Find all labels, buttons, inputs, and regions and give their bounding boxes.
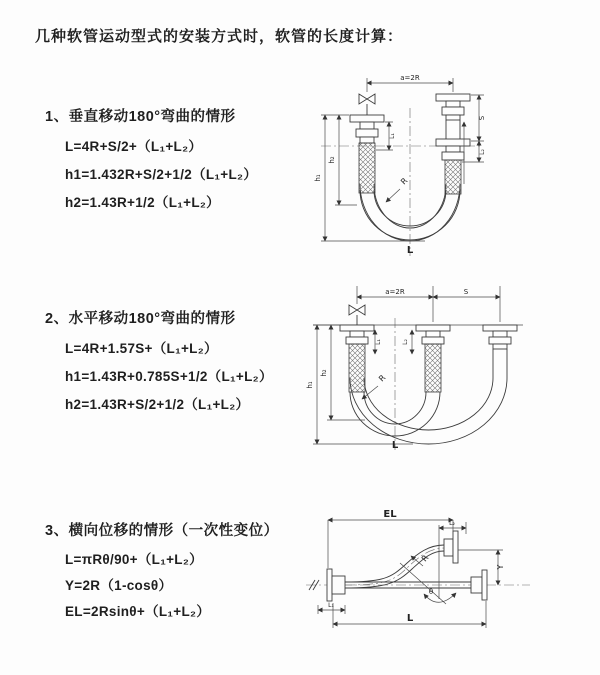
section-3-heading: 3、横向位移的情形（一次性变位） <box>45 523 279 539</box>
d2-dimensions <box>313 286 500 444</box>
d2-dim-l2-label: L₂ <box>402 339 409 345</box>
d3-dim-el-label: EL <box>383 509 397 520</box>
d2-dim-h2-label: h₂ <box>320 369 328 377</box>
formula-line: h1=1.43R+0.785S+1/2（L₁+L₂） <box>65 369 273 384</box>
d2-labels <box>306 288 469 451</box>
section-2-formulas <box>65 335 273 419</box>
formula-line: L=4R+S/2+（L₁+L₂） <box>65 139 203 154</box>
formula-line: h2=1.43R+S/2+1/2（L₁+L₂） <box>65 397 250 412</box>
d3-labels <box>328 509 505 624</box>
d1-dim-h2-label: h₂ <box>328 156 336 164</box>
d2-right-fitting-moved <box>483 325 517 378</box>
section-1-formulas <box>65 133 257 217</box>
formula-line: L=πRθ/90+（L₁+L₂） <box>65 552 203 567</box>
d3-dim-l1-label: L₁ <box>328 602 334 609</box>
d3-left-flange <box>327 569 345 601</box>
section-1 <box>45 105 257 217</box>
formula-line: h2=1.43R+1/2（L₁+L₂） <box>65 195 220 210</box>
d3-radius-label: R <box>419 553 431 564</box>
section-3-formulas <box>65 547 279 625</box>
section-3 <box>45 519 279 625</box>
d1-dim-a2r-label: a=2R <box>400 74 420 82</box>
d2-valve-icon <box>349 305 365 325</box>
d1-dim-l2-label: L₂ <box>479 149 486 155</box>
d1-right-fitting-original <box>436 139 470 194</box>
formula-line: h1=1.432R+S/2+1/2（L₁+L₂） <box>65 167 258 182</box>
d2-dim-s-label: S <box>463 288 469 296</box>
section-2 <box>45 307 273 419</box>
d2-radius-label: R <box>377 373 388 384</box>
d1-length-label: L <box>406 245 414 256</box>
d3-upper-right-flange <box>444 531 458 563</box>
d1-dim-s-label: S <box>478 115 486 121</box>
d3-dimensions <box>318 520 503 628</box>
d2-dim-a2r-label: a=2R <box>385 288 405 296</box>
diagram-lateral-displacement <box>298 502 600 647</box>
braid-section <box>349 344 365 392</box>
d1-valve-icon <box>359 94 375 115</box>
d3-lower-right-flange <box>471 570 487 600</box>
d2-middle-fitting <box>416 325 450 392</box>
d2-dim-l1-label: L₁ <box>375 339 382 345</box>
d3-dim-l2-label: L₂ <box>449 520 455 527</box>
formula-line: L=4R+1.57S+（L₁+L₂） <box>65 341 218 356</box>
d1-dim-l1-label: L₁ <box>389 133 396 139</box>
d2-length-label: L <box>391 440 399 451</box>
braid-section <box>359 143 375 193</box>
diagram-horizontal-180-bend <box>305 278 595 455</box>
d2-dim-h1-label: h₁ <box>306 381 314 389</box>
d3-dim-l-label: L <box>406 613 414 624</box>
formula-line: Y=2R（1-cosθ） <box>65 578 173 593</box>
section-2-heading: 2、水平移动180°弯曲的情形 <box>45 311 236 327</box>
d1-radius-label: R <box>399 176 410 187</box>
d1-dim-h1-label: h₁ <box>314 174 322 182</box>
d3-angle-theta-label: θ <box>428 588 434 596</box>
d1-left-fitting <box>350 115 384 193</box>
d1-right-fitting-moved <box>436 94 470 139</box>
page-title: 几种软管运动型式的安装方式时，软管的长度计算： <box>35 28 404 45</box>
section-1-heading: 1、垂直移动180°弯曲的情形 <box>45 109 236 125</box>
braid-section <box>445 160 461 194</box>
diagram-vertical-180-bend <box>313 72 595 264</box>
d3-dim-y-label: Y <box>496 564 505 570</box>
formula-line: EL=2Rsinθ+（L₁+L₂） <box>65 604 211 619</box>
braid-section <box>425 344 441 392</box>
d2-left-fitting <box>340 325 374 392</box>
